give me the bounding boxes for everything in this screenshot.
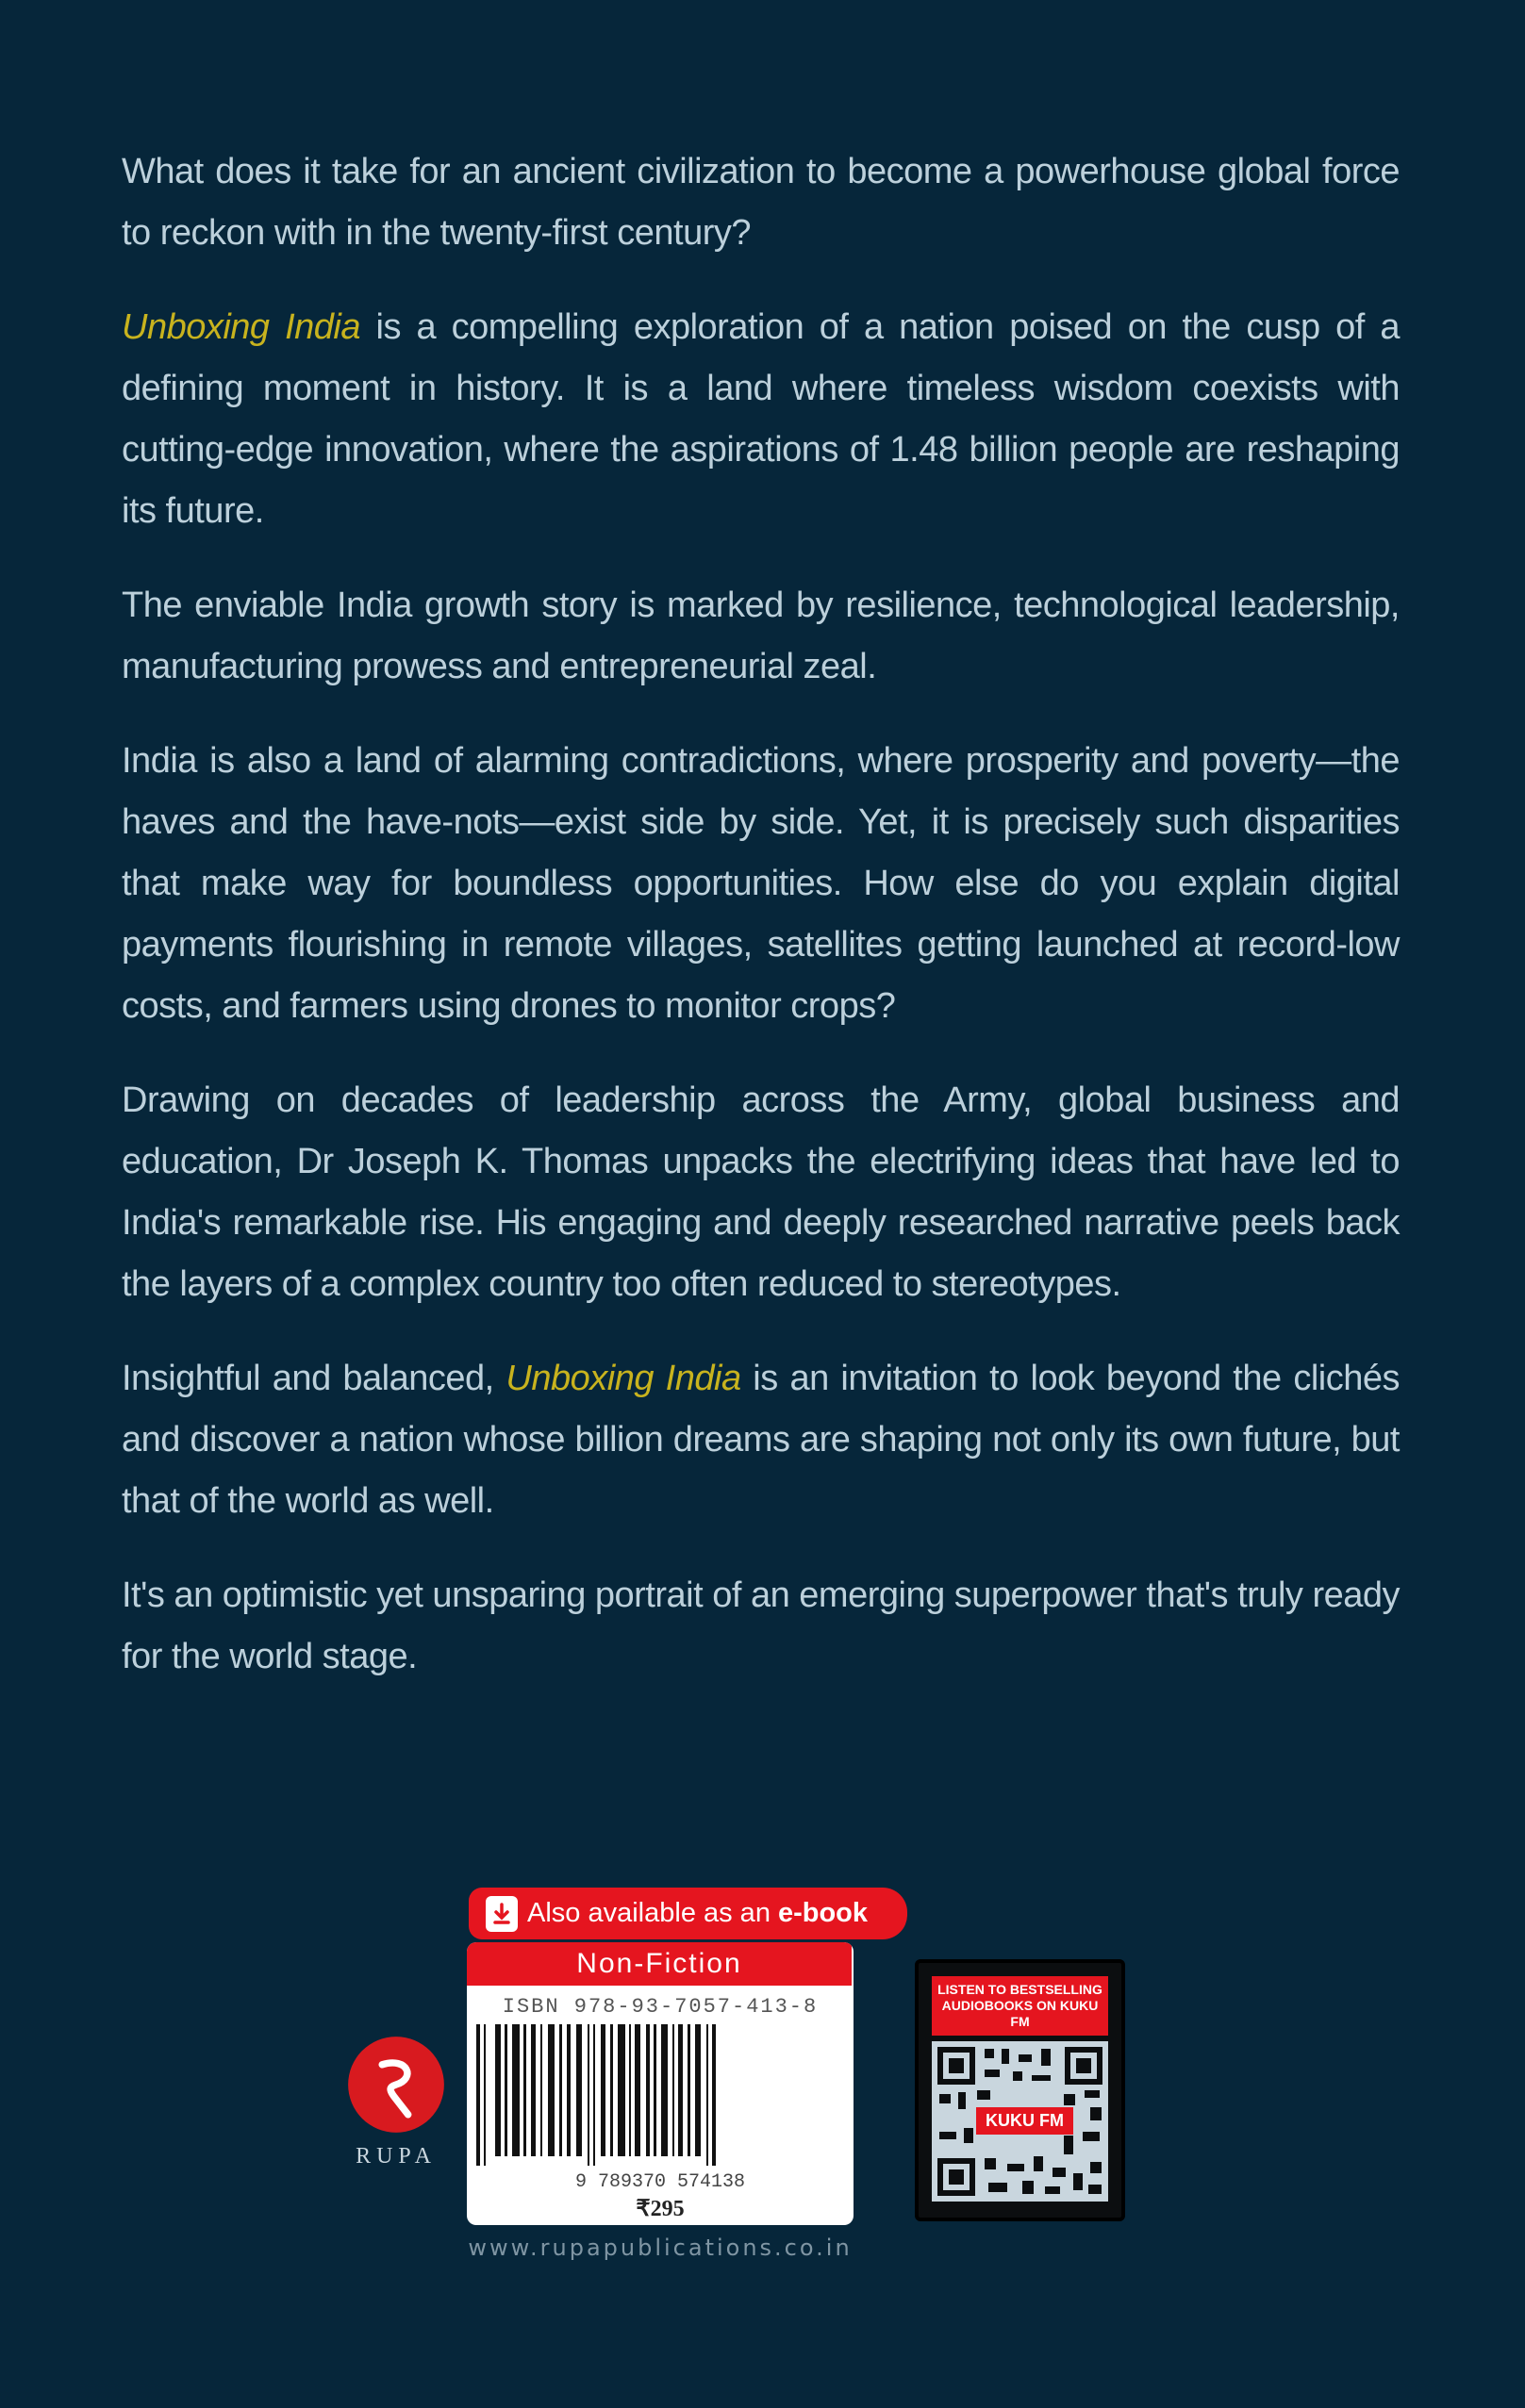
category-label: Non-Fiction [467,1942,852,1986]
publisher-logo [344,2035,448,2169]
book-title-emphasis: Unboxing India [122,307,360,347]
blurb-paragraph-6-post: is an invitation to look beyond the clichés and discover a nation whose billion dreams are shaping not only its own future, but that of the world as well. [122,1359,1400,1521]
qr-code[interactable] [932,2041,1108,2202]
download-icon [486,1896,518,1932]
blurb-paragraph-6-pre: Insightful and balanced, [122,1359,506,1398]
blurb-paragraph-6 [122,1348,1400,1532]
price-label: ₹295 [636,2197,685,2221]
barcode-digits: 9 789370 574138 [574,2171,746,2193]
kuku-fm-qr-card [915,1959,1125,2221]
ebook-banner-bold: e-book [777,1898,869,1928]
blurb-paragraph-1: What does it take for an ancient civilization to become a powerhouse global force to reckon with in the twenty-first century? [122,152,1400,253]
kuku-fm-tag: KUKU FM [976,2107,1073,2135]
ebook-banner [469,1888,907,1939]
book-title-emphasis: Unboxing India [506,1359,741,1398]
rupa-logo-icon [346,2035,446,2135]
kuku-fm-headline: LISTEN TO BESTSELLING AUDIOBOOKS ON KUKU FM [932,1976,1108,2036]
blurb-paragraph-2 [122,297,1400,542]
ebook-banner-text: Also available as an [527,1898,771,1928]
blurb-paragraph-2-text: is a compelling exploration of a nation poised on the cusp of a defining moment in history. It is a land where timeless wisdom coexists with cutting-edge innovation, where the aspirations of 1.48 billion people are reshaping its future. [122,307,1400,531]
publisher-website[interactable]: www.rupapublications.co.in [468,2235,853,2261]
publisher-name: RUPA [356,2144,437,2169]
blurb-paragraph-7: It's an optimistic yet unsparing portrait of an emerging superpower that's truly ready for the world stage. [122,1575,1400,1676]
blurb-paragraph-3: The enviable India growth story is marked by resilience, technological leadership, manufacturing prowess and entrepreneurial zeal. [122,586,1400,686]
blurb-paragraph-4: India is also a land of alarming contradictions, where prosperity and poverty—the haves and the have-nots—exist side by side. Yet, it is precisely such disparities that make way for boundless opportunities. How else do you explain digital payments flourishing in remote villages, satellites getting launched at record-low costs, and farmers using drones to monitor crops? [122,741,1400,1026]
barcode-icon [467,2024,731,2166]
back-cover-blurb [122,141,1400,1721]
isbn-text: ISBN 978-93-7057-413-8 [502,1995,819,2019]
blurb-paragraph-5: Drawing on decades of leadership across the Army, global business and education, Dr Joseph K. Thomas unpacks the electrifying ideas that have led to India's remarkable rise. His engaging and deeply researched narrative peels back the layers of a complex country too often reduced to stereotypes. [122,1080,1400,1304]
barcode-card [467,1942,854,2225]
